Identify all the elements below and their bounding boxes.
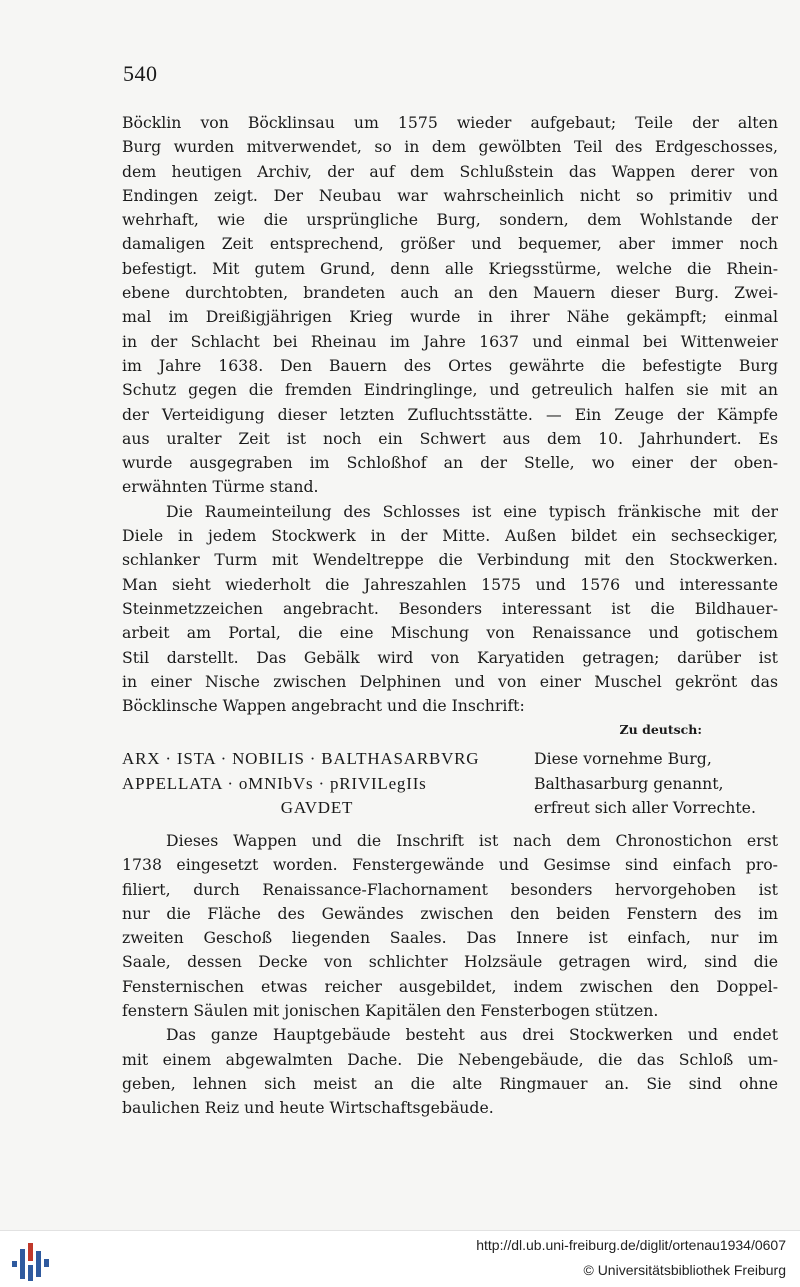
ub-freiburg-logo-icon [10,1239,54,1283]
translation-heading: Zu deutsch: [619,722,702,737]
text-line: Steinmetzzeichen angebracht. Besonders interessant ist die Bildhauer- [122,598,778,618]
text-line: aus uralter Zeit ist noch ein Schwert aus dem 10. Jahrhundert. Es [122,428,778,448]
text-line: befestigt. Mit gutem Grund, denn alle Kriegsstürme, welche die Rhein- [122,258,778,278]
german-translation-line: Diese vornehme Burg, [534,749,712,768]
text-line: in einer Nische zwischen Delphinen und von einer Muschel gekrönt das [122,671,778,691]
paragraph-3 [122,829,778,1023]
text-line: erwähnten Türme stand. [122,477,319,497]
text-line: Das ganze Hauptgebäude besteht aus drei Stockwerken und endet [166,1025,778,1045]
paragraph-1 [122,111,778,500]
text-line: nur die Fläche des Gewändes zwischen den beiden Fenstern des im [122,903,778,923]
text-line: geben, lehnen sich meist an die alte Ringmauer an. Sie sind ohne [122,1073,778,1093]
text-line: Schutz gegen die fremden Eindringlinge, und getreulich halfen sie mit an [122,380,778,400]
body-text-continued [122,829,778,1121]
text-line: Dieses Wappen und die Inschrift ist nach dem Chronostichon erst [166,831,778,850]
text-line: Böcklin von Böcklinsau um 1575 wieder aufgebaut; Teile der alten [122,113,778,132]
text-line: damaligen Zeit entsprechend, größer und bequemer, aber immer noch [122,234,778,254]
paragraph-4 [122,1023,778,1120]
text-line: ebene durchtobten, brandeten auch an den Mauern dieser Burg. Zwei- [122,283,778,303]
page-number: 540 [123,61,158,86]
permalink-url[interactable]: http://dl.ub.uni-freiburg.de/diglit/ortenau1934/0607 [476,1237,786,1253]
text-line: zweiten Geschoß liegenden Saales. Das Innere ist einfach, nur im [122,928,778,948]
footer-bar [0,1230,800,1287]
text-line: Fensternischen etwas reicher ausgebildet, indem zwischen den Doppel- [122,976,778,996]
text-line: dem heutigen Archiv, der auf dem Schlußstein das Wappen derer von [122,161,778,181]
text-line: Man sieht wiederholt die Jahreszahlen 1575 und 1576 und interessante [122,574,778,594]
copyright-notice: © Universitätsbibliothek Freiburg [583,1262,786,1278]
german-translation-line: erfreut sich aller Vorrechte. [534,798,756,817]
text-line: wehrhaft, wie die ursprüngliche Burg, sondern, dem Wohlstande der [122,210,778,230]
text-line: schlanker Turm mit Wendeltreppe die Verbindung mit den Stockwerken. [122,550,778,570]
german-translation-line: Balthasarburg genannt, [534,774,724,793]
text-line: in der Schlacht bei Rheinau im Jahre 1637 und einmal bei Wittenweier [122,331,778,351]
text-line: Saale, dessen Decke von schlichter Holzsäule getragen wird, sind die [122,952,778,972]
text-line: arbeit am Portal, die eine Mischung von Renaissance und gotischem [122,623,778,643]
latin-inscription-line: GAVDET [280,798,354,817]
text-line: baulichen Reiz und heute Wirtschaftsgebäude. [122,1098,494,1118]
latin-inscription-line: APPELLATA · oMNIbVs · pRIVILegIIs [122,774,427,793]
text-line: der Verteidigung dieser letzten Zufluchtsstätte. — Ein Zeuge der Kämpfe [122,404,778,424]
text-line: Stil darstellt. Das Gebälk wird von Karyatiden getragen; darüber ist [122,647,778,667]
text-line: Endingen zeigt. Der Neubau war wahrscheinlich nicht so primitiv und [122,185,778,205]
text-line: Burg wurden mitverwendet, so in dem gewölbten Teil des Erdgeschosses, [122,137,778,157]
paragraph-2 [122,500,778,719]
text-line: wurde ausgegraben im Schloßhof an der Stelle, wo einer der oben- [122,453,778,473]
latin-inscription-line: ARX · ISTA · NOBILIS · BALTHASARBVRG [122,749,480,768]
body-text [122,111,778,718]
inscription-block [122,720,778,828]
text-line: Die Raumeinteilung des Schlosses ist eine typisch fränkische mit der [166,501,778,521]
text-line: mit einem abgewalmten Dache. Die Nebengebäude, die das Schloß um- [122,1049,778,1069]
text-line: Böcklinsche Wappen angebracht und die Inschrift: [122,696,525,716]
text-line: 1738 eingesetzt worden. Fenstergewände und Gesimse sind einfach pro- [122,855,778,875]
text-line: Diele in jedem Stockwerk in der Mitte. Außen bildet ein sechseckiger, [122,526,778,546]
text-line: filiert, durch Renaissance-Flachornament besonders hervorgehoben ist [122,879,778,899]
text-line: mal im Dreißigjährigen Krieg wurde in ihrer Nähe gekämpft; einmal [122,307,778,327]
text-line: fenstern Säulen mit jonischen Kapitälen den Fensterbogen stützen. [122,1001,659,1021]
text-line: im Jahre 1638. Den Bauern des Ortes gewährte die befestigte Burg [122,355,778,375]
